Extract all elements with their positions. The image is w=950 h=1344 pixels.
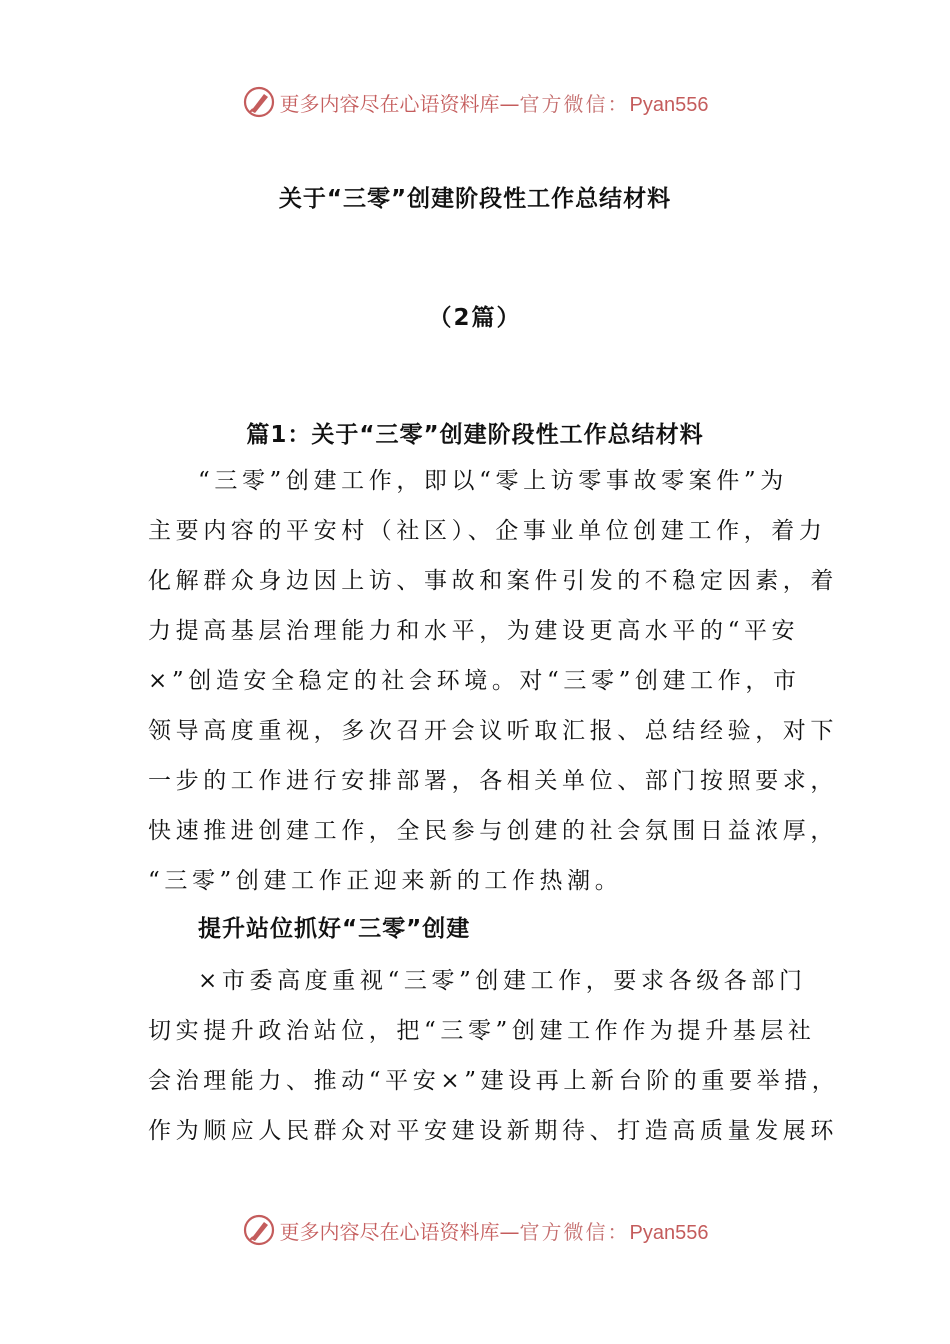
section-heading: 提升站位抓好“三零”创建 [198,916,471,942]
watermark-sub: 官方微信： [519,1219,630,1244]
watermark-separator: — [499,91,520,116]
paragraph-line: 化解群众身边因上访、事故和案件引发的不稳定因素，着 [148,568,838,594]
paragraph-line: “三零”创建工作，即以“零上访零事故零案件”为 [198,468,788,494]
watermark-wechat-id: Pyan556 [629,93,709,116]
paragraph-line: 会治理能力、推动“平安×”建设再上新台阶的重要举措， [148,1068,840,1094]
header-watermark [0,82,950,122]
watermark-text [280,88,709,117]
paragraph-line: ×”创造安全稳定的社会环境。对“三零”创建工作，市 [148,668,801,694]
paragraph-line: 领导高度重视，多次召开会议听取汇报、总结经验，对下 [148,718,838,744]
paragraph-line: 一步的工作进行安排部署，各相关单位、部门按照要求， [148,768,838,794]
paragraph-line: 力提高基层治理能力和水平，为建设更高水平的“平安 [148,618,800,644]
watermark-main: 更多内容尽在心语资料库 [279,91,500,116]
document-subtitle: （2篇） [428,305,522,331]
quill-logo-icon [242,1213,276,1247]
section-title: 篇1：关于“三零”创建阶段性工作总结材料 [246,422,704,448]
watermark-separator: — [499,1219,520,1244]
watermark-wechat-id: Pyan556 [629,1221,709,1244]
quill-logo-icon [242,85,276,119]
paragraph-line: 主要内容的平安村（社区）、企事业单位创建工作，着力 [148,518,827,544]
document-title: 关于“三零”创建阶段性工作总结材料 [278,186,672,212]
paragraph-line: 作为顺应人民群众对平安建设新期待、打造高质量发展环 [148,1118,838,1144]
watermark-sub: 官方微信： [519,91,630,116]
footer-watermark [0,1210,950,1250]
watermark-main: 更多内容尽在心语资料库 [279,1219,500,1244]
paragraph-line: ×市委高度重视“三零”创建工作，要求各级各部门 [198,968,807,994]
paragraph-line: “三零”创建工作正迎来新的工作热潮。 [148,868,623,894]
paragraph-line: 切实提升政治站位，把“三零”创建工作作为提升基层社 [148,1018,816,1044]
paragraph-line: 快速推进创建工作，全民参与创建的社会氛围日益浓厚， [148,818,838,844]
watermark-text [280,1216,709,1245]
